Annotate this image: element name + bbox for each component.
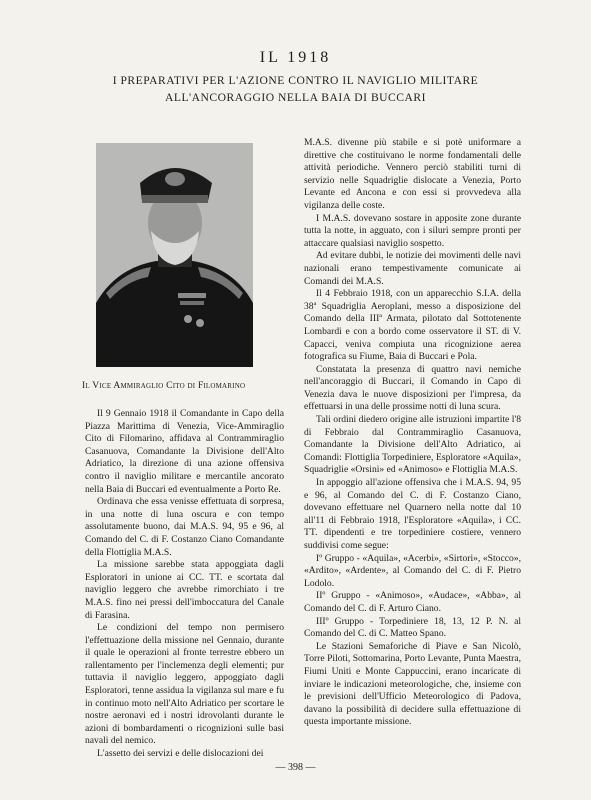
paragraph: Ad evitare dubbi, le notizie dei movimenti delle navi nazionali erano tempestivamente comunicate ai Comandi dei M.A.S. [304,250,521,287]
section-title-line-2: ALL'ANCORAGGIO NELLA BAIA DI BUCCARI [165,91,426,104]
portrait-image [96,143,253,367]
paragraph: I M.A.S. dovevano sostare in apposite zone durante tutta la notte, in agguato, con i siluri sempre pronti per attaccare qualsiasi naviglio sospetto. [304,212,521,249]
chapter-heading: IL 1918 [259,49,332,66]
section-title-line-1: I PREPARATIVI PER L'AZIONE CONTRO IL NAVIGLIO MILITARE [112,74,479,87]
right-column [304,137,521,729]
photo-caption [82,380,282,391]
left-column [85,408,284,761]
paragraph: Tali ordini diedero origine alle istruzioni impartite l'8 di Febbraio dal Contrammiraglio Casanuova, Comandante la Divisione dell'Alto Adriatico, ai Comandi: Flottiglia Torpediniere, Esploratore «Aquila», Squadriglie «Orsini» ed «Animoso» e Flottiglia M.A.S. [304,414,521,476]
photo-caption-text: Il Vice Ammiraglio Cito di Filomarino [82,380,246,391]
paragraph: Ordinava che essa venisse effettuata di sorpresa, in una notte di luna oscura e con tempo assolutamente buono, dai M.A.S. 94, 95 e 96, al Comando del C. di F. Costanzo Ciano Comandante della Flottiglia M.A.S. [85,496,284,558]
paragraph: IIº Gruppo - «Animoso», «Audace», «Abba», al Comando del C. di F. Arturo Ciano. [304,590,521,614]
paragraph: Iº Gruppo - «Aquila», «Acerbi», «Sirtori», «Stocco», «Ardito», «Ardente», al Comando del C. di F. Pietro Lodolo. [304,552,521,589]
paragraph: Il 9 Gennaio 1918 il Comandante in Capo della Piazza Marittima di Venezia, Vice-Ammiraglio Cito di Filomarino, affidava al Contrammiraglio Casanuova, Comandante la Divisione dell'Alto Adriatico, la direzione di una azione offensiva contro il naviglio militare e mercantile ancorato nella Baia di Buccari ed eventualmente a Porto Re. [85,408,284,495]
paragraph: Le condizioni del tempo non permisero l'effettuazione della missione nel Gennaio, durante il quale le operazioni al fronte terrestre ebbero un rallentamento per l'inclemenza degli elementi; pur tuttavia il naviglio leggero, appoggiato dagli Esploratori, tenne assidua la vigilanza sul mare e fu in continuo moto nell'Alto Adriatico per scortare le nostre aeronavi ed i nostri idrovolanti durante le azioni di bombardamenti o ricognizioni sulle basi navali del nemico. [85,622,284,747]
portrait-photo [96,143,253,367]
paragraph: M.A.S. divenne più stabile e si potè uniformare a direttive che costituivano le norme fondamentali delle attività periodiche. Vennero perciò stabiliti turni di servizio nelle Squadriglie dislocate a Venezia, Porto Levante ed Ancona e con essi si provvedeva alla vigilanza delle coste. [304,137,521,211]
page-header [0,48,591,105]
paragraph: IIIº Gruppo - Torpediniere 18, 13, 12 P. N. al Comando del C. di C. Matteo Spano. [304,615,521,640]
paragraph: L'assetto dei servizi e delle dislocazioni dei [97,748,264,760]
page-number: — 398 — [275,762,316,773]
paragraph: La missione sarebbe stata appoggiata dagli Esploratori in unione ai CC. TT. e scortata dal naviglio leggero che avrebbe rimorchiato i tre M.A.S. fino nei pressi dell'imboccatura del Canale di Farasina. [85,559,284,621]
paragraph: Constatata la presenza di quattro navi nemiche nell'ancoraggio di Buccari, il Comando in Capo di Venezia dava le nuove disposizioni per l'impresa, da effettuarsi in una delle prossime notti di luna scura. [304,363,521,413]
paragraph: Le Stazioni Semaforiche di Piave e San Nicolò, Torre Piloti, Sottomarina, Porto Levante, Punta Maestra, Fiumi Uniti e Monte Cappuccini, erano incaricate di inviare le indicazioni meteorologiche, che, insieme con le previsioni dell'Ufficio Meteorologico di Padova, davano la possibilità di decidere sulla effettuazione di questa importante missione. [304,640,521,728]
paragraph: In appoggio all'azione offensiva che i M.A.S. 94, 95 e 96, al Comando del C. di F. Costanzo Ciano, dovevano effettuare nel Quarnero nella notte dal 10 all'11 di Febbraio 1918, l'Esploratore «Aquila», i CC. TT. dipendenti e tre torpediniere costiere, vennero suddivisi come segue: [304,477,521,551]
paragraph: Il 4 Febbraio 1918, con un apparecchio S.I.A. della 38ª Squadriglia Aeroplani, messo a disposizione del Comando della IIIª Armata, pilotato dal Sottotenente Lombardi e con a bordo come osservatore il ST. di V. Capacci, veniva compiuta una ricognizione aerea fotografica su Fiume, Baia di Buccari e Pola. [304,288,521,363]
